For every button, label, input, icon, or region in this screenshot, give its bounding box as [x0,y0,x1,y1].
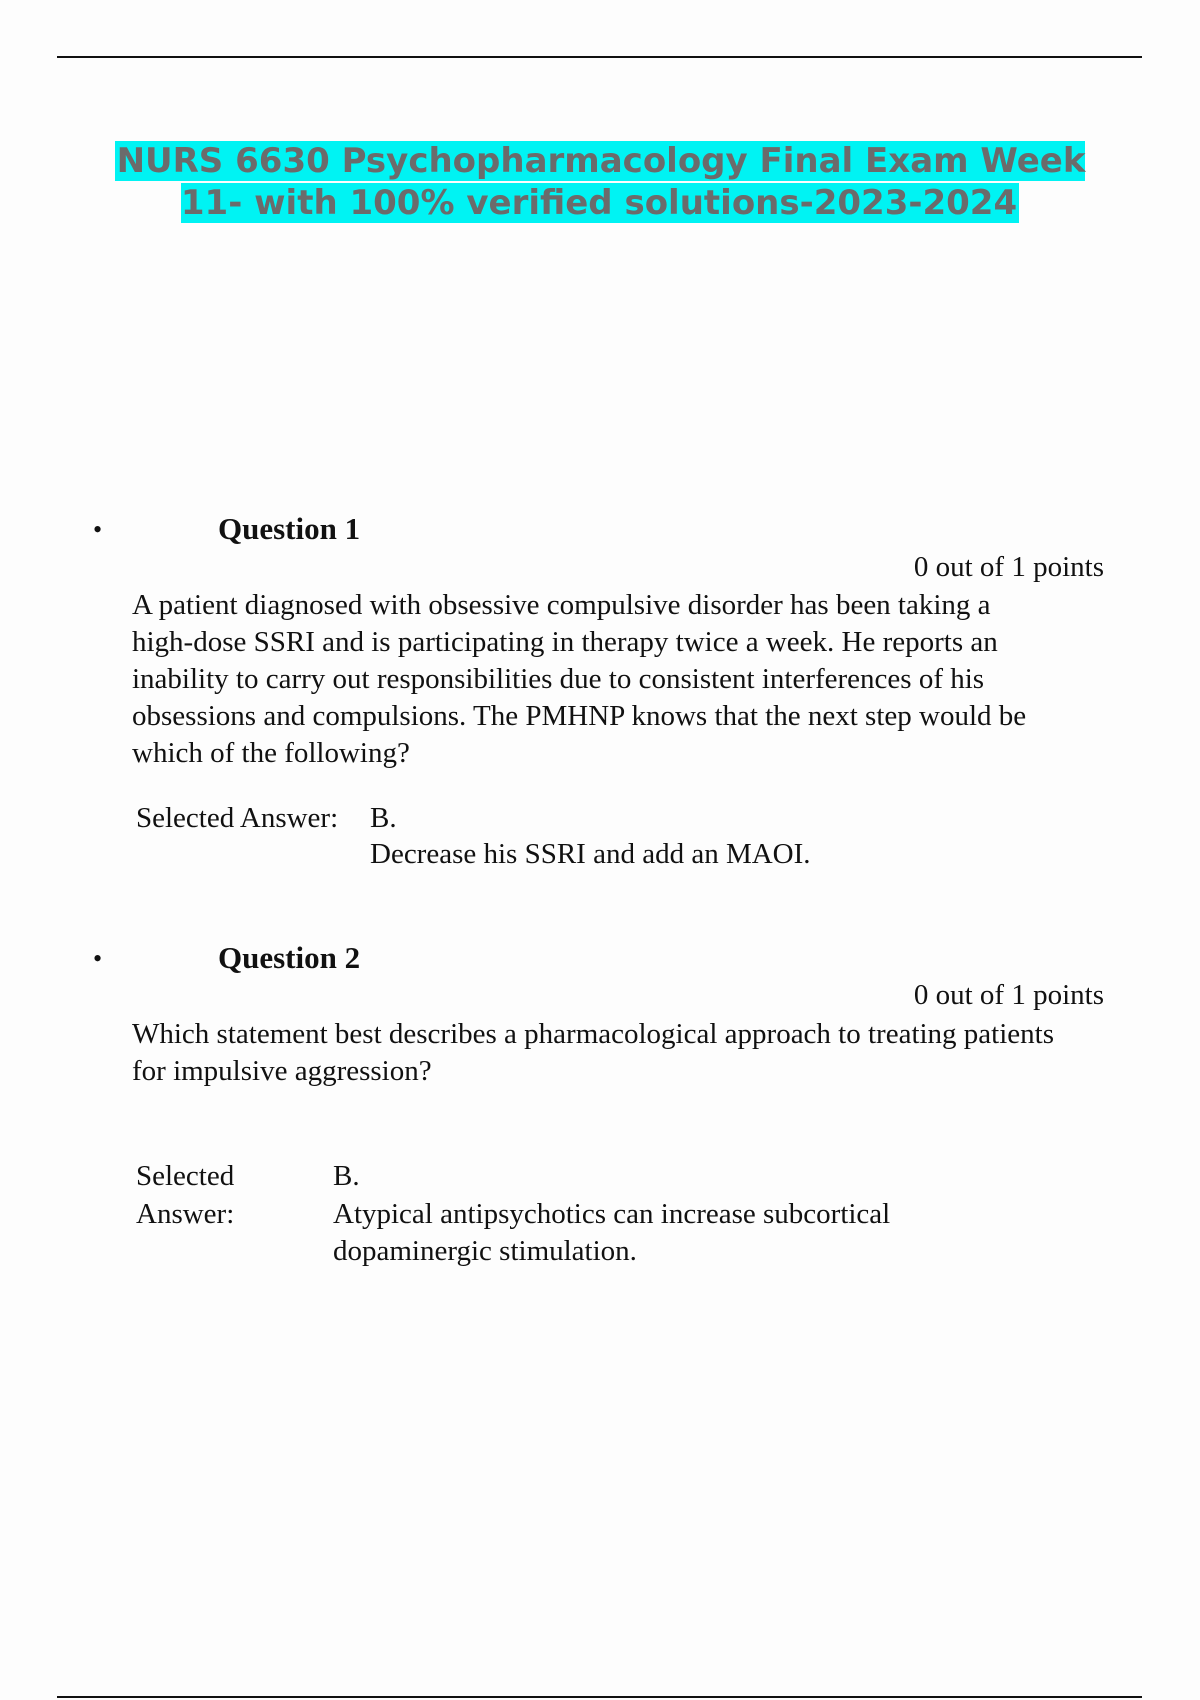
question-1-answer-text: Decrease his SSRI and add an MAOI. [370,838,811,870]
question-2-selected-label-line2: Answer: [136,1198,235,1230]
bullet-icon: • [93,515,103,544]
bullet-icon: • [93,944,103,973]
question-2-points: 0 out of 1 points [913,979,1104,1011]
top-rule [57,56,1142,58]
question-1-answer-letter: B. [370,802,397,834]
question-1-title: Question 1 [218,511,361,546]
question-1-points: 0 out of 1 points [913,551,1104,583]
document-title [100,140,1100,224]
question-2-text: Which statement best describes a pharmacological approach to treating patients for impulsive aggression? [132,1018,1055,1087]
question-2-selected-label: Selected [136,1160,235,1192]
question-1-selected-label: Selected Answer: [136,802,339,834]
question-2-answer-text: Atypical antipsychotics can increase subcortical dopaminergic stimulation. [333,1198,891,1267]
question-1-text: A patient diagnosed with obsessive compulsive disorder has been taking a high-dose SSRI and is participating in therapy twice a week. He reports an inability to carry out responsibilities due to consistent interferences of his obsessions and compulsions. The PMHNP knows that the next step would be which of the following? [132,589,1027,769]
question-2-answer-letter: B. [333,1160,360,1192]
question-2-title: Question 2 [218,940,361,975]
document-title-text: NURS 6630 Psychopharmacology Final Exam Week 11- with 100% verified solutions-2023-2024 [116,141,1086,223]
bottom-rule [57,1696,1142,1698]
